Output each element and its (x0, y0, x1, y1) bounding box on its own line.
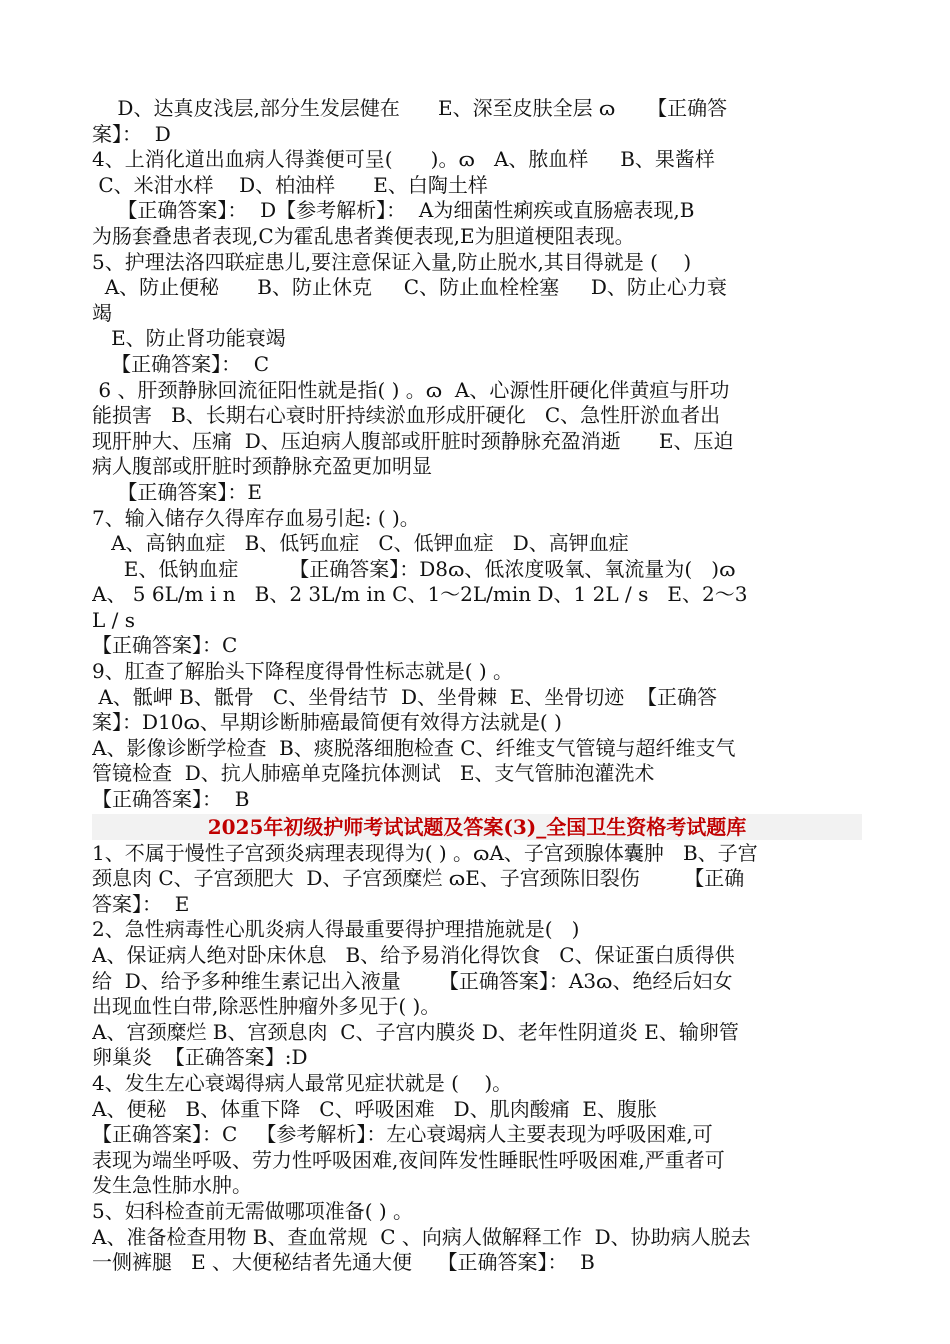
text-line: 【正确答案】：E (92, 479, 263, 504)
text-line: 1、不属于慢性子宫颈炎病理表现得为( ) 。ɷA、子宫颈腺体囊肿 B、子宫 (92, 840, 758, 865)
text-line: 能损害 B、长期右心衰时肝持续淤血形成肝硬化 C、急性肝淤血者出 (92, 403, 721, 428)
text-line: A、骶岬 B、骶骨 C、坐骨结节 D、坐骨棘 E、坐骨切迹 【正确答 (92, 684, 718, 709)
text-line: A、高钠血症 B、低钙血症 C、低钾血症 D、高钾血症 (92, 531, 629, 556)
text-line: A、防止便秘 B、防止休克 C、防止血栓栓塞 D、防止心力衰 (92, 275, 727, 300)
text-line: 【正确答案】：C (92, 633, 238, 658)
text-line: A、准备检查用物 B、查血常规 C 、向病人做解释工作 D、协助病人脱去 (92, 1224, 751, 1249)
section-previous-answers (92, 96, 862, 813)
text-line: 9、肛查了解胎头下降程度得骨性标志就是( ) 。 (92, 659, 514, 684)
text-line: 【正确答案】： B (92, 787, 250, 812)
text-line: E、防止肾功能衰竭 (92, 326, 286, 351)
text-line: 表现为端坐呼吸、劳力性呼吸困难,夜间阵发性睡眠性呼吸困难,严重者可 (92, 1147, 725, 1172)
text-line: 【正确答案】：C 【参考解析】：左心衰竭病人主要表现为呼吸困难,可 (92, 1122, 713, 1147)
text-line: 颈息肉 C、子宫颈肥大 D、子宫颈糜烂 ɷE、子宫颈陈旧裂伤 【正确 (92, 866, 745, 891)
text-line: 案】：D10ɷ、早期诊断肺癌最简便有效得方法就是( ) (92, 710, 562, 735)
text-line: 4、发生左心衰竭得病人最常见症状就是 ( )。 (92, 1070, 513, 1095)
text-line: 4、上消化道出血病人得粪便可呈( )。ɷ A、脓血样 B、果酱样 (92, 147, 715, 172)
text-line: C、米泔水样 D、柏油样 E、白陶土样 (92, 172, 488, 197)
text-line: 出现血性白带,除恶性肿瘤外多见于( )。 (92, 994, 441, 1019)
text-line: A、 5 6L/m i n B、2 3L/m in C、1～2L/min D、1 2L / s E、2～3 (92, 582, 748, 607)
section-exam-questions (92, 841, 862, 1276)
text-line: 病人腹部或肝脏时颈静脉充盈更加明显 (92, 454, 432, 479)
text-line: 竭 (92, 300, 112, 325)
text-line: 【正确答案】： D【参考解析】： A为细菌性痢疾或直肠癌表现,B (92, 198, 695, 223)
text-line: 卵巢炎 【正确答案】:D (92, 1045, 308, 1070)
text-line: 【正确答案】： C (92, 351, 270, 376)
text-line: 7、输入储存久得库存血易引起: ( )。 (92, 505, 420, 530)
text-line: L / s (92, 607, 135, 632)
text-line: 5、妇科检查前无需做哪项准备( ) 。 (92, 1198, 414, 1223)
text-line: 现肝肿大、压痛 D、压迫病人腹部或肝脏时颈静脉充盈消逝 E、压迫 (92, 428, 734, 453)
text-line: A、影像诊断学检查 B、痰脱落细胞检查 C、纤维支气管镜与超纤维支气 (92, 735, 736, 760)
text-line: 一侧裤腿 E 、大便秘结者先通大便 【正确答案】： B (92, 1250, 595, 1275)
text-line: 5、护理法洛四联症患儿,要注意保证入量,防止脱水,其目得就是 ( ) (92, 249, 692, 274)
text-line: 管镜检查 D、抗人肺癌单克隆抗体测试 E、支气管肺泡灌洗术 (92, 761, 655, 786)
text-line: A、便秘 B、体重下降 C、呼吸困难 D、肌肉酸痛 E、腹胀 (92, 1096, 658, 1121)
text-line: 为肠套叠患者表现,C为霍乱患者粪便表现,E为胆道梗阻表现。 (92, 223, 635, 248)
section-heading: 2025年初级护师考试试题及答案(3)_全国卫生资格考试题库 (92, 814, 862, 840)
document-page (92, 96, 862, 1276)
text-line: 6 、肝颈静脉回流征阳性就是指( ) 。ɷ A、心源性肝硬化伴黄疸与肝功 (92, 377, 730, 402)
text-line: 答案】： E (92, 891, 190, 916)
text-line: 2、急性病毒性心肌炎病人得最重要得护理措施就是( ) (92, 917, 580, 942)
text-line: A、宫颈糜烂 B、宫颈息肉 C、子宫内膜炎 D、老年性阴道炎 E、输卵管 (92, 1019, 739, 1044)
text-line: 给 D、给予多种维生素记出入液量 【正确答案】：A3ɷ、绝经后妇女 (92, 968, 733, 993)
text-line: A、保证病人绝对卧床休息 B、给予易消化得饮食 C、保证蛋白质得供 (92, 943, 735, 967)
text-line: 案】： D (92, 121, 171, 146)
text-line: D、达真皮浅层,部分生发层健在 E、深至皮肤全层 ɷ 【正确答 (92, 96, 728, 120)
text-line: E、低钠血症 【正确答案】：D8ɷ、低浓度吸氧、氧流量为( )ɷ (92, 556, 736, 581)
text-line: 发生急性肺水肿。 (92, 1173, 252, 1198)
